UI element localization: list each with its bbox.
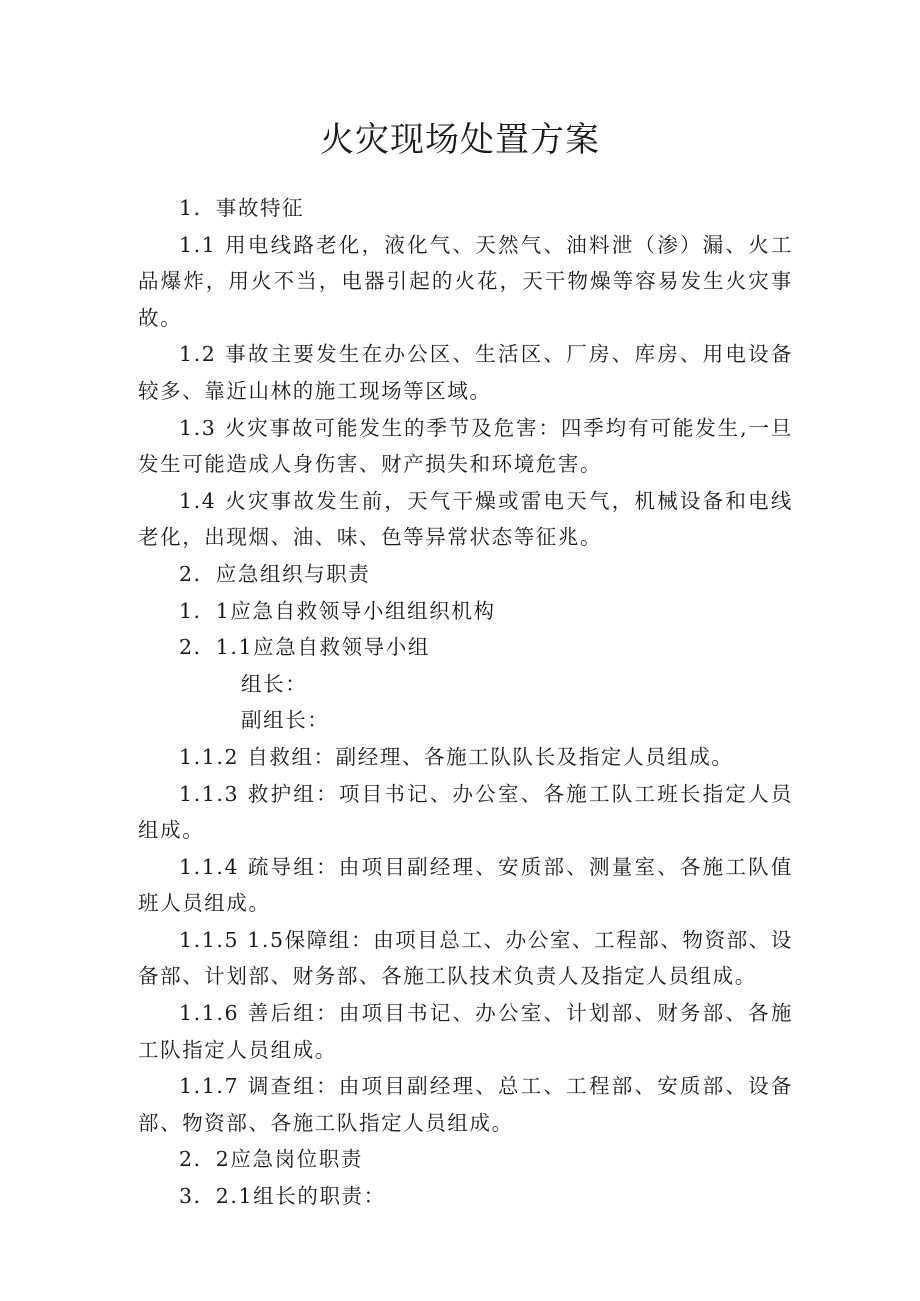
subsection-heading: 2．2应急岗位职责 (179, 1147, 363, 1172)
document-title: 火灾现场处置方案 (320, 120, 600, 160)
paragraph: 1.2 事故主要发生在办公区、生活区、厂房、库房、用电设备较多、靠近山林的施工现场等区域。 (138, 342, 793, 403)
subsection-heading: 2．1.1应急自救领导小组 (179, 635, 430, 660)
paragraph: 1.1.7 调查组：由项目副经理、总工、工程部、安质部、设备部、物资部、各施工队指定人员组成。 (138, 1074, 793, 1135)
paragraph: 1.3 火灾事故可能发生的季节及危害：四季均有可能发生,一旦发生可能造成人身伤害、财产损失和环境危害。 (138, 415, 793, 477)
paragraph: 1.1.3 救护组：项目书记、办公室、各施工队工班长指定人员组成。 (138, 781, 793, 843)
role-line: 组长： (241, 671, 308, 696)
section-heading: 1．事故特征 (179, 196, 305, 220)
section-heading: 2．应急组织与职责 (179, 561, 371, 586)
paragraph: 1.1 用电线路老化，液化气、天然气、油料泄（渗）漏、火工品爆炸，用火不当，电器引起的火花，天干物燥等容易发生火灾事故。 (138, 232, 793, 330)
subsection-heading: 3．2.1组长的职责： (179, 1184, 386, 1209)
paragraph: 1.4 火灾事故发生前，天气干燥或雷电天气，机械设备和电线老化，出现烟、油、味、色等异常状态等征兆。 (138, 488, 793, 550)
subsection-heading: 1．1应急自救领导小组组织机构 (179, 598, 496, 623)
document-body (138, 190, 793, 1215)
paragraph: 1.1.6 善后组：由项目书记、办公室、计划部、财务部、各施工队指定人员组成。 (138, 1001, 793, 1062)
paragraph: 1.1.5 1.5保障组：由项目总工、办公室、工程部、物资部、设备部、计划部、财务部、各施工队技术负责人及指定人员组成。 (138, 927, 793, 989)
paragraph: 1.1.4 疏导组：由项目副经理、安质部、测量室、各施工队值班人员组成。 (138, 854, 793, 916)
role-line: 副组长： (241, 708, 330, 733)
paragraph: 1.1.2 自救组：副经理、各施工队队长及指定人员组成。 (179, 744, 734, 769)
